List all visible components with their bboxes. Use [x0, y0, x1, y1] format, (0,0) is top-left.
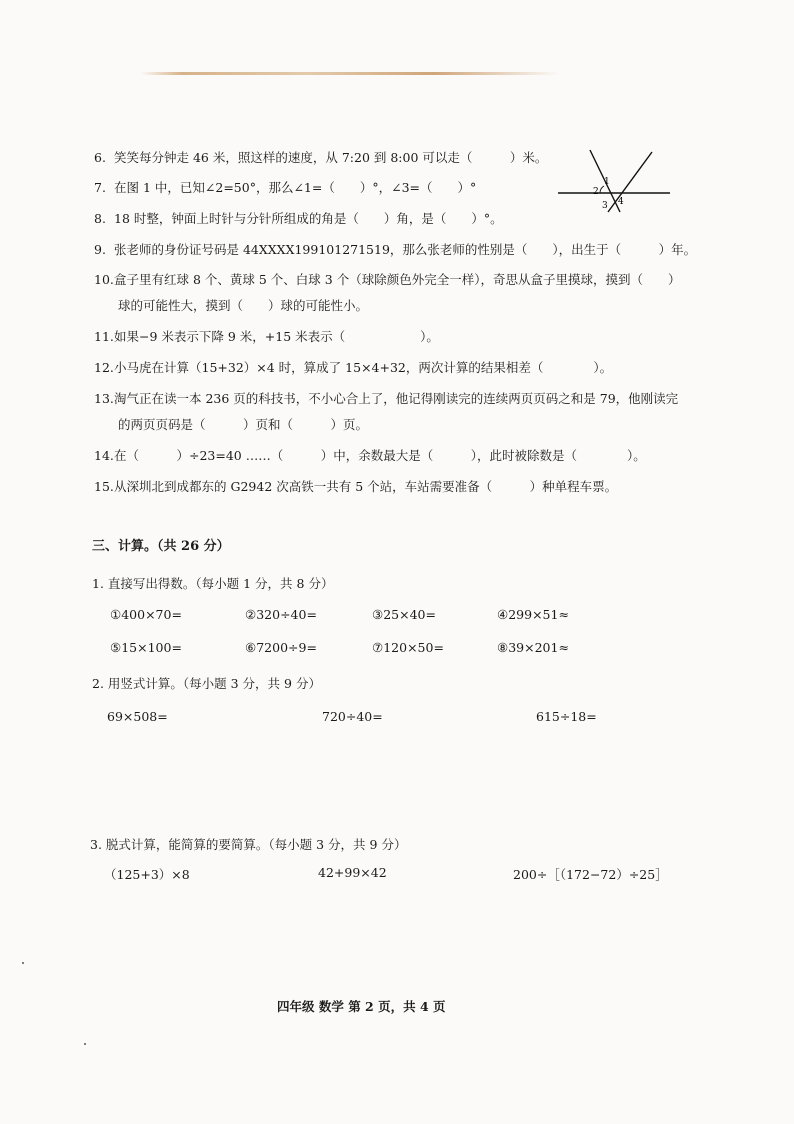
question-text: 淘气正在读一本 236 页的科技书，不小心合上了，他记得刚读完的连续两页页码之和是 79，他刚读完: [114, 391, 679, 406]
question-number: 6.: [94, 150, 106, 165]
question-number: 12.: [94, 360, 114, 375]
question-number: 8.: [94, 211, 106, 226]
angle-label-2: 2: [593, 187, 599, 197]
calc-item: ⑦120×50=: [372, 640, 444, 655]
question-text: 盒子里有红球 8 个、黄球 5 个、白球 3 个（球除颜色外完全一样），奇思从盒子里摸球，摸到（ ）: [114, 272, 681, 287]
calc-item: ③25×40=: [372, 607, 436, 622]
question-text: 张老师的身份证号码是 44XXXX199101271519，那么张老师的性别是（ ），出生于（ ）年。: [114, 242, 697, 257]
angle-figure: [552, 148, 674, 214]
question-number: 15.: [94, 479, 114, 494]
angle-label-1: 1: [604, 177, 610, 187]
question-number: 10.: [94, 272, 114, 287]
scan-speck: [84, 1043, 86, 1045]
vertical-calc-item: 615÷18=: [536, 709, 597, 724]
question-text: 小马虎在计算（15+32）×4 时，算成了 15×4+32，两次计算的结果相差（ ）。: [114, 360, 613, 375]
step-calc-item: 200÷［（172−72）÷25］: [513, 867, 668, 882]
step-calc-item: 42+99×42: [318, 865, 387, 880]
step-calc-item: （125+3）×8: [104, 867, 190, 882]
question-text: 在（ ）÷23=40 ……（ ）中，余数最大是（ ），此时被除数是（ ）。: [114, 448, 646, 463]
calc-item: ⑤15×100=: [110, 640, 182, 655]
question-13: [94, 391, 678, 407]
question-text: 的两页页码是（ ）页和（ ）页。: [118, 417, 369, 432]
calc-item: ②320÷40=: [245, 607, 317, 622]
vertical-calc-item: 720÷40=: [322, 709, 383, 724]
calc-item: ④299×51≈: [497, 607, 569, 622]
question-text: 笑笑每分钟走 46 米，照这样的速度，从 7:20 到 8:00 可以走（ ）米。: [114, 150, 548, 165]
part2-title: 2. 用竖式计算。（每小题 3 分，共 9 分）: [92, 676, 321, 691]
question-14: [94, 448, 646, 464]
scan-header-line: [140, 72, 560, 75]
question-9: [94, 242, 696, 258]
section-title: 三、计算。（共 26 分）: [92, 539, 230, 554]
calc-item: ①400×70=: [110, 607, 182, 622]
question-8: [94, 211, 503, 227]
slanted-line-2: [608, 152, 652, 212]
calc-item: ⑧39×201≈: [497, 640, 569, 655]
question-number: 9.: [94, 242, 106, 257]
question-text: 球的可能性大，摸到（ ）球的可能性小。: [118, 298, 369, 313]
angle-label-3: 3: [602, 201, 608, 211]
question-text: 在图 1 中，已知∠2=50°，那么∠1=（ ）°，∠3=（ ）°: [114, 180, 477, 195]
angle-arc: [600, 186, 604, 193]
calc-item: ⑥7200÷9=: [245, 640, 317, 655]
question-number: 11.: [94, 329, 114, 344]
question-11: [94, 329, 439, 345]
question-number: 7.: [94, 180, 106, 195]
part1-title: 1. 直接写出得数。（每小题 1 分，共 8 分）: [92, 576, 334, 591]
page-footer: 四年级 数学 第 2 页，共 4 页: [277, 999, 446, 1014]
question-12: [94, 360, 612, 376]
question-10: [94, 272, 680, 288]
question-10-cont: [118, 298, 368, 314]
angle-label-4: 4: [618, 197, 624, 207]
vertical-calc-item: 69×508=: [107, 709, 168, 724]
scan-speck: [22, 962, 24, 964]
question-text: 从深圳北到成都东的 G2942 次高铁一共有 5 个站，车站需要准备（ ）种单程车票。: [114, 479, 618, 494]
question-number: 13.: [94, 391, 114, 406]
question-6: [94, 150, 547, 166]
part3-title: 3. 脱式计算，能简算的要简算。（每小题 3 分，共 9 分）: [90, 837, 407, 852]
question-7: [94, 180, 476, 196]
question-number: 14.: [94, 448, 114, 463]
question-text: 18 时整，钟面上时针与分针所组成的角是（ ）角，是（ ）°。: [114, 211, 503, 226]
question-15: [94, 479, 617, 495]
question-13-cont: [118, 417, 368, 433]
question-text: 如果−9 米表示下降 9 米，+15 米表示（ ）。: [114, 329, 439, 344]
